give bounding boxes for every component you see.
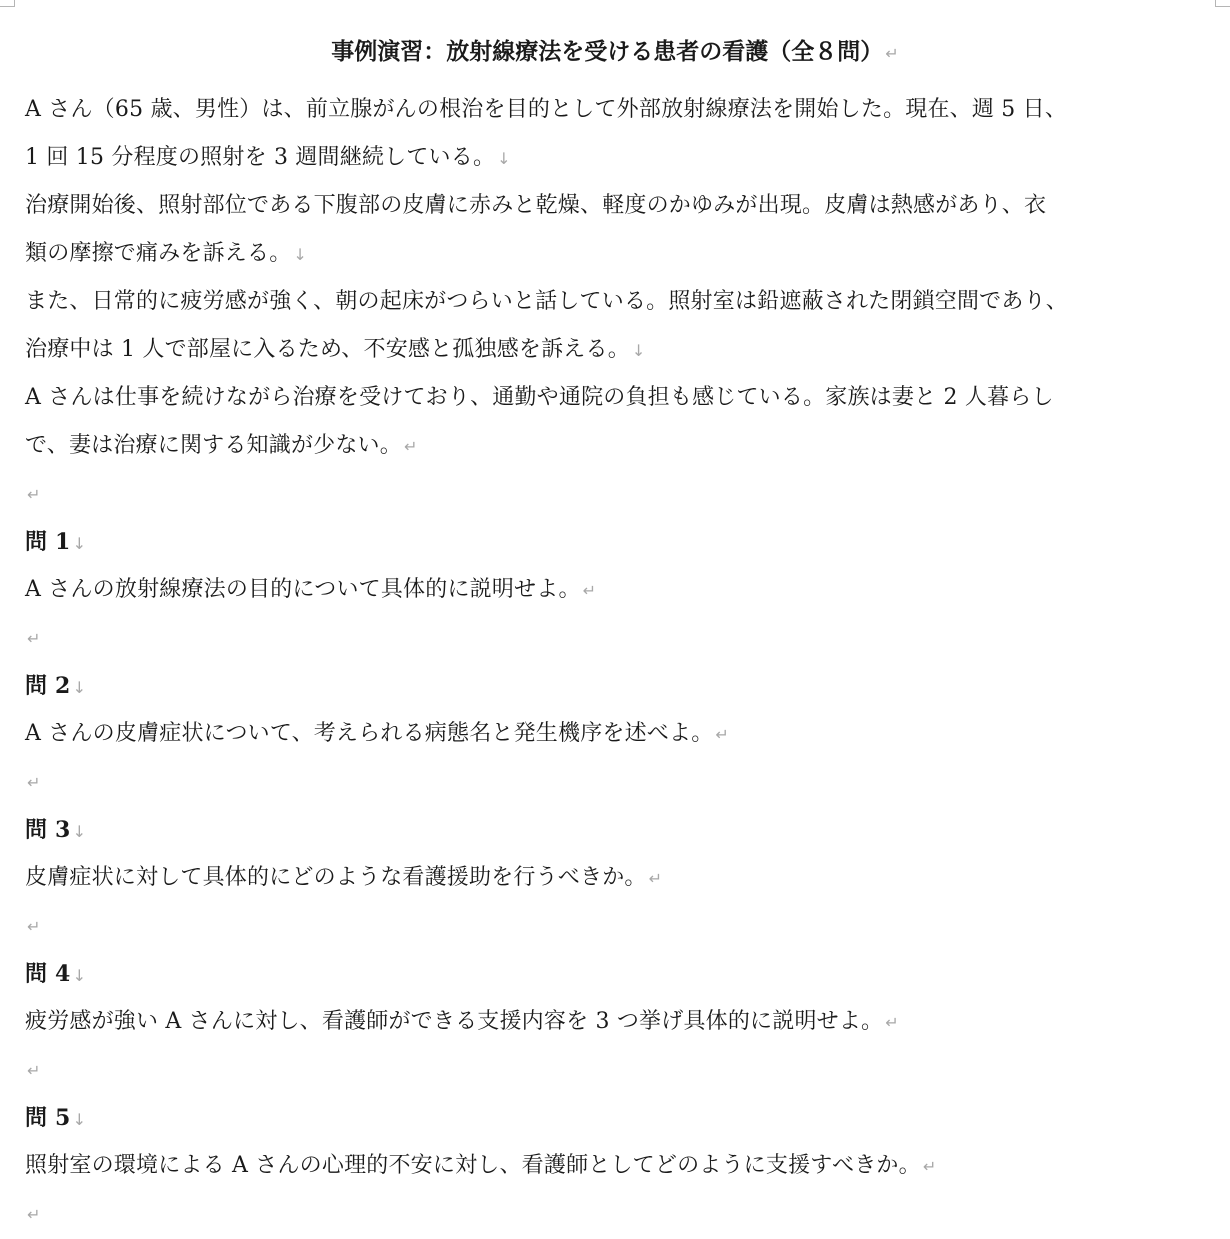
case-text: 1 回 15 分程度の照射を 3 週間継続している。 bbox=[25, 145, 496, 170]
line-break-mark: ↓ bbox=[72, 822, 87, 841]
case-line bbox=[25, 182, 1205, 230]
empty-paragraph bbox=[25, 470, 1205, 518]
question-label-text: 問 2 bbox=[25, 673, 71, 699]
case-text: A さんは仕事を続けながら治療を受けており、通勤や通院の負担も感じている。家族は妻と 2 人暮らし bbox=[25, 385, 1054, 410]
line-break-mark: ↓ bbox=[631, 341, 646, 360]
question-label-text: 問 5 bbox=[25, 1105, 71, 1131]
empty-paragraph bbox=[25, 902, 1205, 950]
empty-paragraph bbox=[25, 1190, 1205, 1238]
paragraph-mark: ↵ bbox=[648, 869, 663, 888]
document-body bbox=[25, 28, 1205, 1238]
paragraph-mark: ↵ bbox=[885, 44, 899, 63]
question-label-text: 問 1 bbox=[25, 529, 71, 555]
line-break-mark: ↓ bbox=[72, 678, 87, 697]
question-label-text: 問 4 bbox=[25, 961, 71, 987]
question-block bbox=[25, 1094, 1205, 1190]
case-description bbox=[25, 86, 1205, 470]
question-text bbox=[25, 566, 1205, 614]
line-break-mark: ↓ bbox=[72, 966, 87, 985]
question-text bbox=[25, 1142, 1205, 1190]
question-block bbox=[25, 806, 1205, 902]
question-body: 皮膚症状に対して具体的にどのような看護援助を行うべきか。 bbox=[25, 865, 647, 890]
case-text: 類の摩擦で痛みを訴える。 bbox=[25, 241, 292, 266]
paragraph-mark: ↵ bbox=[715, 725, 730, 744]
title-text: 事例演習：放射線療法を受ける患者の看護（全８問） bbox=[331, 38, 884, 65]
case-text: 治療開始後、照射部位である下腹部の皮膚に赤みと乾燥、軽度のかゆみが出現。皮膚は熱感があり、衣 bbox=[25, 193, 1047, 218]
question-label bbox=[25, 1094, 1205, 1142]
question-label-text: 問 3 bbox=[25, 817, 71, 843]
line-break-mark: ↓ bbox=[72, 1110, 87, 1129]
line-break-mark: ↓ bbox=[497, 149, 511, 168]
page-corner-mark-right bbox=[1215, 0, 1230, 7]
paragraph-mark: ↵ bbox=[403, 437, 418, 456]
paragraph-mark: ↵ bbox=[885, 1013, 899, 1032]
line-break-mark: ↓ bbox=[72, 534, 87, 553]
question-body: 照射室の環境による A さんの心理的不安に対し、看護師としてどのように支援すべきか。 bbox=[25, 1153, 921, 1178]
case-line bbox=[25, 326, 1205, 374]
document-title bbox=[25, 28, 1205, 78]
question-label bbox=[25, 950, 1205, 998]
case-line bbox=[25, 422, 1205, 470]
question-text bbox=[25, 710, 1205, 758]
paragraph-mark: ↵ bbox=[27, 629, 41, 648]
question-label bbox=[25, 662, 1205, 710]
paragraph-mark: ↵ bbox=[27, 917, 41, 936]
question-text bbox=[25, 998, 1205, 1046]
page-corner-mark-left bbox=[0, 0, 15, 7]
case-text: で、妻は治療に関する知識が少ない。 bbox=[25, 433, 402, 458]
paragraph-mark: ↵ bbox=[582, 581, 597, 600]
paragraph-mark: ↵ bbox=[27, 485, 41, 504]
empty-paragraph bbox=[25, 1046, 1205, 1094]
paragraph-mark: ↵ bbox=[27, 1061, 41, 1080]
empty-paragraph bbox=[25, 758, 1205, 806]
case-line bbox=[25, 86, 1205, 134]
empty-paragraph bbox=[25, 614, 1205, 662]
case-text: また、日常的に疲労感が強く、朝の起床がつらいと話している。照射室は鉛遮蔽された閉鎖空間であり、 bbox=[25, 289, 1068, 314]
paragraph-mark: ↵ bbox=[922, 1157, 937, 1176]
case-text: A さん（65 歳、男性）は、前立腺がんの根治を目的として外部放射線療法を開始した。現在、週 5 日、 bbox=[25, 97, 1068, 122]
paragraph-mark: ↵ bbox=[27, 1205, 41, 1224]
paragraph-mark: ↵ bbox=[27, 773, 41, 792]
question-label bbox=[25, 518, 1205, 566]
line-break-mark: ↓ bbox=[293, 245, 308, 264]
case-line bbox=[25, 134, 1205, 182]
question-body: 疲労感が強い A さんに対し、看護師ができる支援内容を 3 つ挙げ具体的に説明せよ。 bbox=[25, 1009, 884, 1034]
case-text: 治療中は 1 人で部屋に入るため、不安感と孤独感を訴える。 bbox=[25, 337, 630, 362]
question-label bbox=[25, 806, 1205, 854]
question-body: A さんの皮膚症状について、考えられる病態名と発生機序を述べよ。 bbox=[25, 721, 714, 746]
question-block bbox=[25, 518, 1205, 614]
question-block bbox=[25, 662, 1205, 758]
question-body: A さんの放射線療法の目的について具体的に説明せよ。 bbox=[25, 577, 581, 602]
case-line bbox=[25, 278, 1205, 326]
question-text bbox=[25, 854, 1205, 902]
case-line bbox=[25, 230, 1205, 278]
question-block bbox=[25, 950, 1205, 1046]
case-line bbox=[25, 374, 1205, 422]
